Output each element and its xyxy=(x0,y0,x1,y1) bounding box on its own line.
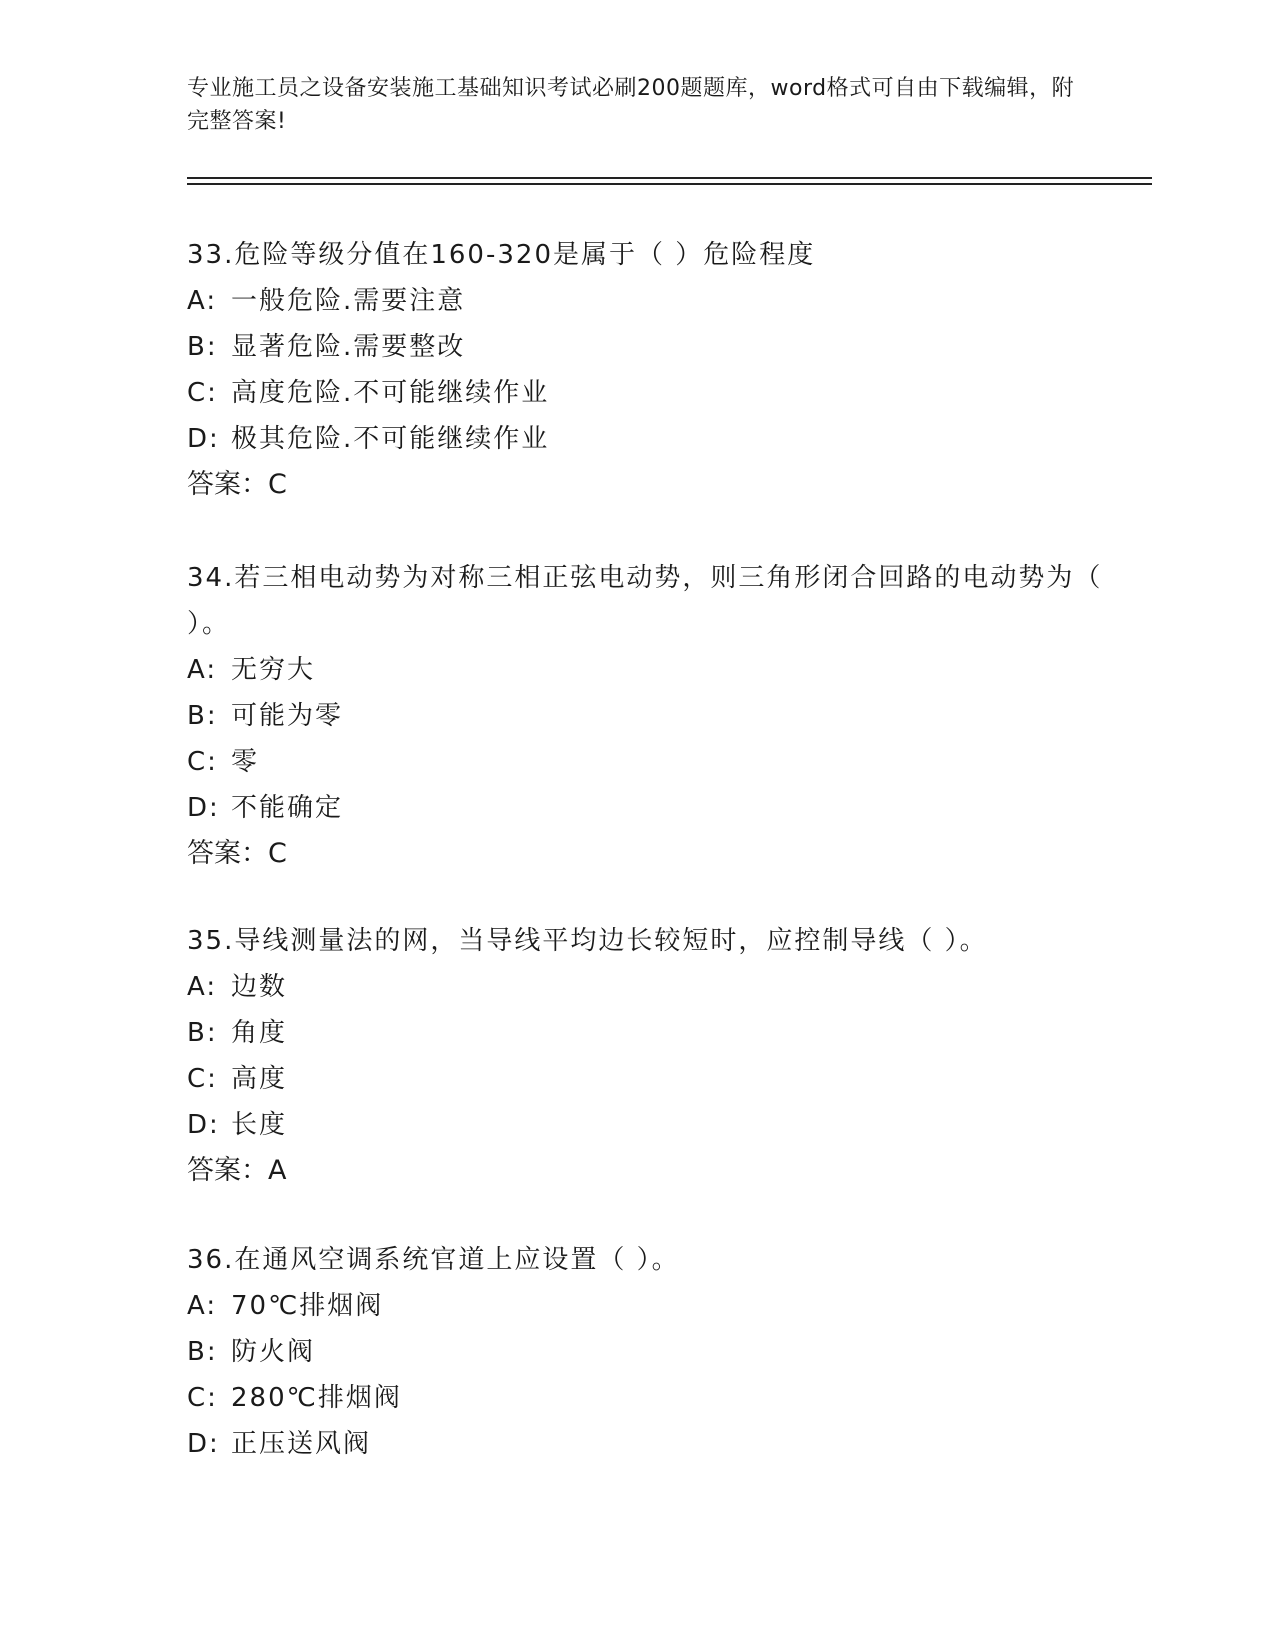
option-text: 高度 xyxy=(231,1064,288,1094)
header-divider-top xyxy=(187,177,1152,179)
option-d xyxy=(187,1102,1117,1148)
option-letter: C: xyxy=(187,1064,218,1094)
option-text: 边数 xyxy=(231,972,288,1002)
option-d xyxy=(187,785,1117,831)
header-divider-bottom xyxy=(187,183,1152,185)
option-letter: D: xyxy=(187,1429,220,1459)
option-letter: C: xyxy=(187,378,218,408)
option-letter: B: xyxy=(187,332,218,362)
option-a xyxy=(187,647,1117,693)
option-letter: A: xyxy=(187,972,218,1002)
question-stem: 35.导线测量法的网，当导线平均边长较短时，应控制导线（ ）。 xyxy=(187,926,988,956)
question-stem: 34.若三相电动势为对称三相正弦电动势，则三角形闭合回路的电动势为（ ）。 xyxy=(187,563,1103,639)
option-letter: D: xyxy=(187,1110,220,1140)
option-text: 无穷大 xyxy=(231,655,316,685)
option-b xyxy=(187,1010,1117,1056)
option-letter: B: xyxy=(187,1337,218,1367)
option-text: 防火阀 xyxy=(231,1337,316,1367)
option-a xyxy=(187,964,1117,1010)
answer-line: 答案：C xyxy=(187,469,287,500)
document-title: 专业施工员之设备安装施工基础知识考试必刷200题题库，word格式可自由下载编辑，附完整答案! xyxy=(187,76,1075,134)
answer-line: 答案：C xyxy=(187,838,287,869)
question-36 xyxy=(187,1237,1117,1467)
option-b xyxy=(187,324,1117,370)
question-stem: 36.在通风空调系统官道上应设置（ ）。 xyxy=(187,1245,680,1275)
option-letter: C: xyxy=(187,1383,218,1413)
option-letter: C: xyxy=(187,747,218,777)
option-text: 不能确定 xyxy=(231,793,344,823)
option-letter: D: xyxy=(187,424,220,454)
option-b xyxy=(187,1329,1117,1375)
option-letter: B: xyxy=(187,701,218,731)
option-c xyxy=(187,739,1117,785)
option-text: 零 xyxy=(231,747,260,777)
option-text: 一般危险.需要注意 xyxy=(231,286,466,316)
answer-line: 答案：A xyxy=(187,1155,287,1186)
option-text: 显著危险.需要整改 xyxy=(231,332,466,362)
option-letter: A: xyxy=(187,286,218,316)
option-b xyxy=(187,693,1117,739)
option-c xyxy=(187,1056,1117,1102)
option-letter: A: xyxy=(187,655,218,685)
option-letter: D: xyxy=(187,793,220,823)
option-letter: B: xyxy=(187,1018,218,1048)
option-text: 正压送风阀 xyxy=(231,1429,372,1459)
option-text: 可能为零 xyxy=(231,701,344,731)
option-text: 280℃排烟阀 xyxy=(231,1383,402,1413)
option-d xyxy=(187,1421,1117,1467)
option-letter: A: xyxy=(187,1291,218,1321)
question-33 xyxy=(187,232,1117,508)
option-text: 高度危险.不可能继续作业 xyxy=(231,378,550,408)
option-text: 角度 xyxy=(231,1018,288,1048)
option-text: 极其危险.不可能继续作业 xyxy=(231,424,550,454)
question-35 xyxy=(187,918,1117,1194)
option-text: 长度 xyxy=(231,1110,288,1140)
option-a xyxy=(187,1283,1117,1329)
option-c xyxy=(187,370,1117,416)
option-text: 70℃排烟阀 xyxy=(231,1291,384,1321)
option-d xyxy=(187,416,1117,462)
question-34 xyxy=(187,555,1117,877)
option-c xyxy=(187,1375,1117,1421)
option-a xyxy=(187,278,1117,324)
question-stem: 33.危险等级分值在160-320是属于（ ）危险程度 xyxy=(187,240,816,270)
